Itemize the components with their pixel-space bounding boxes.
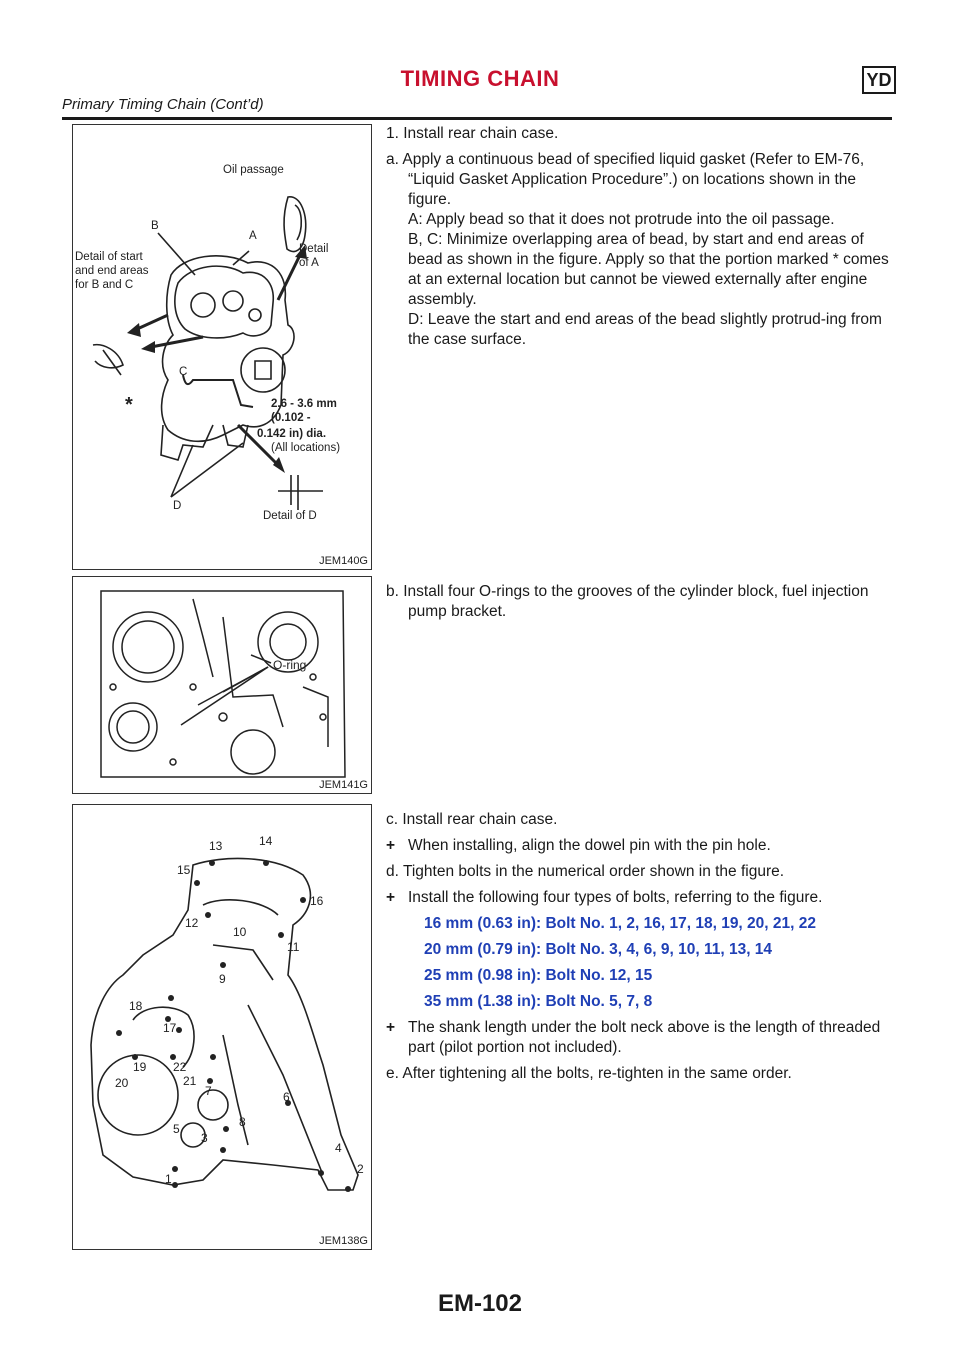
label-d: D <box>173 500 182 512</box>
bullet-shank-length <box>386 1018 894 1058</box>
label-a: A <box>249 230 257 242</box>
bolt-17: 17 <box>163 1021 177 1035</box>
bolt-2: 2 <box>357 1162 364 1176</box>
bolt-6: 6 <box>283 1090 290 1104</box>
bolt-18: 18 <box>129 999 143 1013</box>
bolt-10: 10 <box>233 925 247 939</box>
step-c: c. Install rear chain case. <box>386 811 558 828</box>
figure-o-rings <box>72 576 372 794</box>
figure-bolt-order <box>72 804 372 1250</box>
label-detail-a-2: of A <box>299 257 319 269</box>
section-install-rear-chain-case <box>386 124 894 356</box>
note-a: A: Apply bead so that it does not protrude into the oil passage. <box>408 211 835 228</box>
label-o-ring: O-ring <box>273 658 307 672</box>
label-dim-1: 2.6 - 3.6 mm <box>271 398 337 410</box>
label-dim-4: (All locations) <box>271 442 341 454</box>
step-a: a. Apply a continuous bead of specified liquid gasket (Refer to EM-76, “Liquid Gasket Application Procedure”.) on locations shown in the figure. <box>386 151 865 208</box>
bolt-20: 20 <box>115 1076 129 1090</box>
header-rule <box>62 117 892 120</box>
label-star: * <box>125 394 133 416</box>
bolt-12: 12 <box>185 916 199 930</box>
bullet-text: The shank length under the bolt neck above is the length of threaded part (pilot portion not included). <box>408 1019 881 1056</box>
step-e: e. After tightening all the bolts, re-tighten in the same order. <box>386 1065 792 1082</box>
figure-gasket-bead <box>72 124 372 570</box>
bolt-14: 14 <box>259 834 273 848</box>
engine-badge: YD <box>862 66 896 94</box>
bolt-spec-35mm: 35 mm (1.38 in): Bolt No. 5, 7, 8 <box>424 993 653 1010</box>
bolt-8: 8 <box>239 1115 246 1129</box>
bolt-16: 16 <box>310 894 324 908</box>
note-d: D: Leave the start and end areas of the bead slightly protrud-ing from the case surface. <box>408 311 882 348</box>
bolt-15: 15 <box>177 863 191 877</box>
bolt-1: 1 <box>165 1172 172 1186</box>
bolt-spec-16mm: 16 mm (0.63 in): Bolt No. 1, 2, 16, 17, 18, 19, 20, 21, 22 <box>424 915 816 932</box>
label-oil-passage: Oil passage <box>223 164 284 176</box>
figure-id-jem138g: JEM138G <box>319 1235 368 1247</box>
o-ring-diagram <box>73 577 373 795</box>
bullet-mark: + <box>386 837 396 854</box>
label-detail-start-3: for B and C <box>75 279 134 291</box>
bullet-text: Install the following four types of bolts, referring to the figure. <box>408 889 823 906</box>
figure-id-jem140g: JEM140G <box>319 555 368 567</box>
gasket-bead-diagram <box>73 125 373 571</box>
bolt-spec-20mm: 20 mm (0.79 in): Bolt No. 3, 4, 6, 9, 10, 11, 13, 14 <box>424 941 773 958</box>
bullet-bolt-types <box>386 888 894 908</box>
label-c: C <box>179 366 188 378</box>
bolt-order-diagram <box>73 805 373 1251</box>
bolt-4: 4 <box>335 1141 342 1155</box>
bolt-22: 22 <box>173 1060 187 1074</box>
label-b: B <box>151 220 159 232</box>
section-install-o-rings <box>386 582 894 628</box>
page-number: EM-102 <box>437 1290 523 1317</box>
bullet-text: When installing, align the dowel pin with the pin hole. <box>408 837 771 854</box>
label-detail-start-1: Detail of start <box>75 251 143 263</box>
step-d: d. Tighten bolts in the numerical order shown in the figure. <box>386 863 785 880</box>
label-detail-start-2: and end areas <box>75 265 149 277</box>
note-bc: B, C: Minimize overlapping area of bead, by start and end areas of bead as shown in the figure. Apply so that the portion marked * comes at an external location but cannot be viewed externally after engine assembly. <box>408 231 889 308</box>
label-dim-2: (0.102 - <box>271 412 311 424</box>
bolt-spec-25mm: 25 mm (0.98 in): Bolt No. 12, 15 <box>424 967 653 984</box>
page-subtitle: Primary Timing Chain (Cont’d) <box>62 96 264 113</box>
figure-id-jem141g: JEM141G <box>319 779 368 791</box>
bolt-5: 5 <box>173 1122 180 1136</box>
bolt-21: 21 <box>183 1074 197 1088</box>
step-b: b. Install four O-rings to the grooves of the cylinder block, fuel injection pump bracket. <box>386 583 869 620</box>
bolt-7: 7 <box>205 1084 212 1098</box>
bullet-mark: + <box>386 1019 396 1036</box>
bolt-3: 3 <box>201 1131 208 1145</box>
label-detail-a-1: Detail <box>299 243 329 255</box>
label-dim-3: 0.142 in) dia. <box>257 428 327 440</box>
bullet-dowel-pin <box>386 836 894 856</box>
label-detail-d: Detail of D <box>263 510 317 522</box>
section-tighten-bolts <box>386 810 894 1090</box>
page-title: TIMING CHAIN <box>400 66 560 91</box>
bolt-9: 9 <box>219 972 226 986</box>
bolt-11: 11 <box>287 940 300 954</box>
bolt-13: 13 <box>209 839 223 853</box>
bolt-19: 19 <box>133 1060 147 1074</box>
step-1: 1. Install rear chain case. <box>386 125 559 142</box>
bullet-mark: + <box>386 889 396 906</box>
